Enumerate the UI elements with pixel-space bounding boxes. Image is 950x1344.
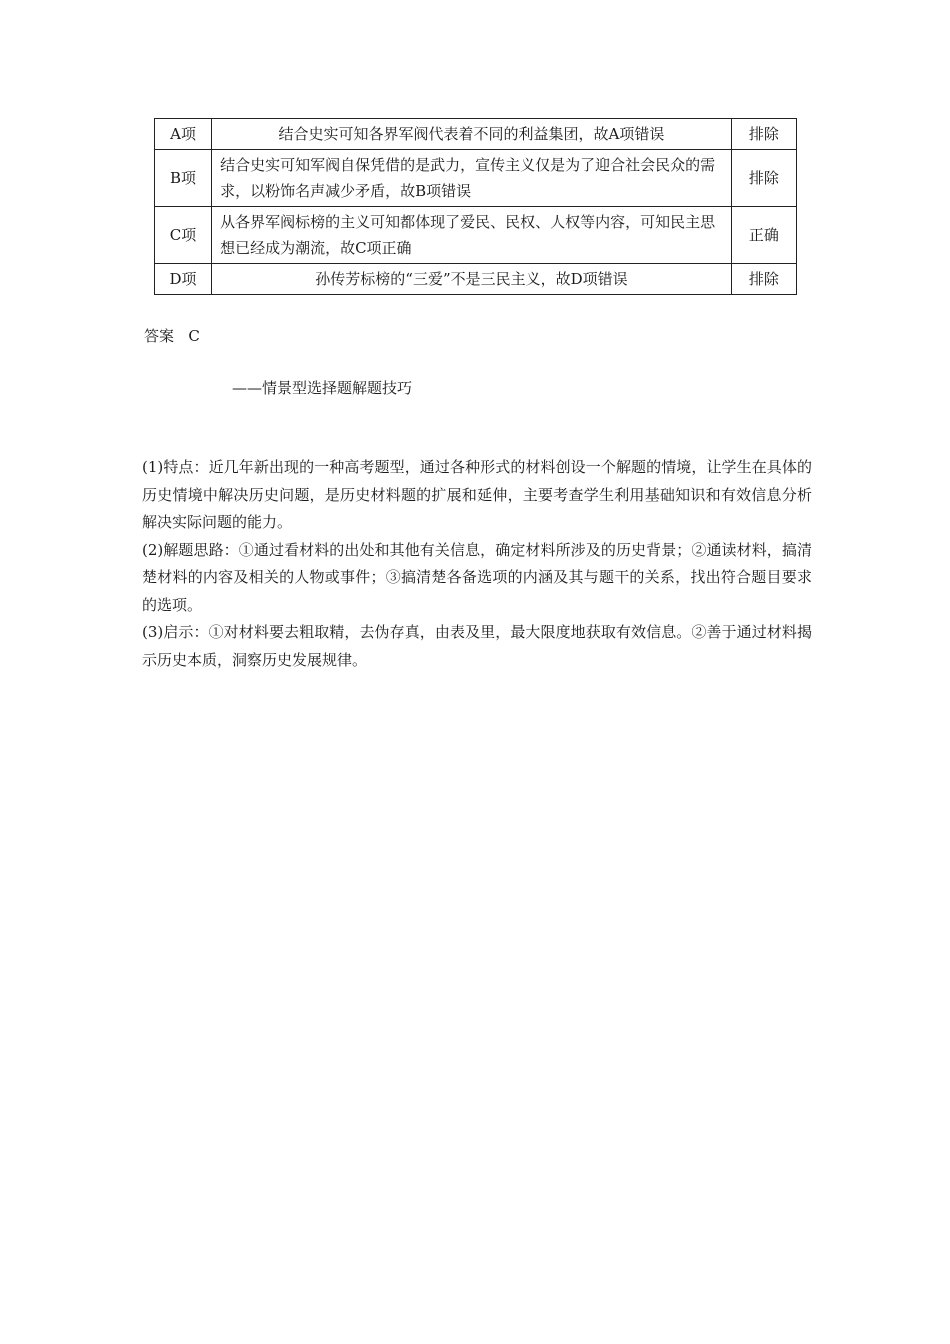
option-label: D项 — [155, 264, 212, 295]
option-result: 排除 — [731, 264, 796, 295]
option-result: 排除 — [731, 150, 796, 207]
table-row-b — [155, 150, 797, 207]
option-label: A项 — [155, 119, 212, 150]
option-analysis: 结合史实可知军阀自保凭借的是武力，宣传主义仅是为了迎合社会民众的需求，以粉饰名声减少矛盾，故B项错误 — [212, 150, 732, 207]
answer-label: 答案 — [144, 327, 175, 345]
tips-body — [142, 454, 812, 674]
option-analysis: 从各界军阀标榜的主义可知都体现了爱民、民权、人权等内容，可知民主思想已经成为潮流，故C项正确 — [212, 207, 732, 264]
table-row-c — [155, 207, 797, 264]
option-analysis: 孙传芳标榜的“三爱”不是三民主义，故D项错误 — [212, 264, 732, 295]
option-analysis: 结合史实可知各界军阀代表着不同的利益集团，故A项错误 — [212, 119, 732, 150]
table-row-a — [155, 119, 797, 150]
paragraph-approach: (2)解题思路：①通过看材料的出处和其他有关信息，确定材料所涉及的历史背景；②通读材料，搞清楚材料的内容及相关的人物或事件；③搞清楚各备选项的内涵及其与题干的关系，找出符合题目要求的选项。 — [142, 540, 812, 614]
answer-line — [144, 324, 200, 348]
option-label: B项 — [155, 150, 212, 207]
paragraph-insight: (3)启示：①对材料要去粗取精，去伪存真，由表及里，最大限度地获取有效信息。②善于通过材料揭示历史本质，洞察历史发展规律。 — [142, 623, 812, 669]
option-analysis-table — [154, 118, 797, 295]
section-title: ——情景型选择题解题技巧 — [232, 379, 413, 397]
answer-value: C — [188, 327, 200, 345]
option-result: 正确 — [731, 207, 796, 264]
option-label: C项 — [155, 207, 212, 264]
paragraph-features: (1)特点：近几年新出现的一种高考题型，通过各种形式的材料创设一个解题的情境，让学生在具体的历史情境中解决历史问题，是历史材料题的扩展和延伸，主要考查学生利用基础知识和有效信息分析解决实际问题的能力。 — [142, 458, 812, 531]
option-result: 排除 — [731, 119, 796, 150]
table-row-d — [155, 264, 797, 295]
